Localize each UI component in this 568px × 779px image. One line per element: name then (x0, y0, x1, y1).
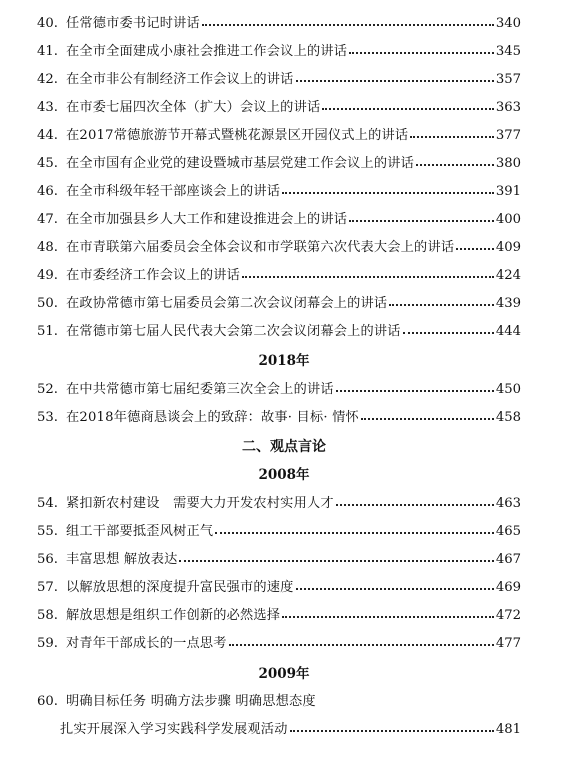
entry-page-number: 377 (495, 128, 521, 143)
toc-entry[interactable] (37, 380, 521, 400)
dot-leader (296, 70, 494, 90)
entry-page-number: 463 (495, 496, 521, 511)
toc-entry[interactable] (37, 494, 521, 514)
entry-page-number: 472 (495, 608, 521, 623)
entry-page-number: 477 (495, 636, 521, 651)
entry-title: 在全市全面建成小康社会推进工作会议上的讲话 (65, 44, 348, 59)
entry-title: 任常德市委书记时讲话 (65, 16, 200, 31)
entry-number: 44. (37, 128, 58, 143)
entry-page-number: 345 (495, 44, 521, 59)
entry-page-number: 467 (495, 552, 521, 567)
dot-leader (322, 98, 493, 118)
dot-leader (349, 42, 494, 62)
entry-title: 解放思想是组织工作创新的必然选择 (65, 608, 281, 623)
dot-leader (336, 494, 494, 514)
entry-title: 紧扣新农村建设 需要大力开发农村实用人才 (65, 496, 334, 511)
toc-entry[interactable] (37, 634, 521, 654)
entry-title: 在常德市第七届人民代表大会第二次会议闭幕会上的讲话 (65, 324, 401, 339)
entry-title: 在政协常德市第七届委员会第二次会议闭幕会上的讲话 (65, 296, 388, 311)
toc-entry[interactable] (37, 692, 521, 712)
toc-entry[interactable] (37, 98, 521, 118)
entry-page-number: 469 (495, 580, 521, 595)
dot-leader (202, 14, 494, 34)
toc-entry[interactable] (37, 550, 521, 570)
dot-leader (282, 182, 494, 202)
entry-title-line-2: 扎实开展深入学习实践科学发展观活动 (60, 722, 288, 737)
entry-title: 组工干部要抵歪风树正气 (65, 524, 214, 539)
entry-number: 50. (37, 296, 58, 311)
entry-number: 57. (37, 580, 58, 595)
entry-title: 在市青联第六届委员会全体会议和市学联第六次代表大会上的讲话 (65, 240, 455, 255)
entry-title: 在市委七届四次全体（扩大）会议上的讲话 (65, 100, 321, 115)
entry-title: 在2017常德旅游节开幕式暨桃花源景区开园仪式上的讲话 (65, 128, 409, 143)
dot-leader (290, 720, 494, 740)
entry-title-line-1: 明确目标任务 明确方法步骤 明确思想态度 (65, 694, 316, 709)
entry-number: 58. (37, 608, 58, 623)
entry-number: 56. (37, 552, 58, 567)
entry-title: 丰富思想 解放表达 (65, 552, 178, 567)
toc-entry[interactable] (37, 238, 521, 258)
dot-leader (179, 550, 493, 570)
dot-leader (282, 606, 494, 626)
entry-title: 在全市非公有制经济工作会议上的讲话 (65, 72, 294, 87)
entry-number: 49. (37, 268, 58, 283)
entry-page-number: 380 (495, 156, 521, 171)
entry-number: 41. (37, 44, 58, 59)
toc-entry[interactable] (37, 408, 521, 428)
entry-number: 52. (37, 382, 58, 397)
entry-title: 在全市国有企业党的建设暨城市基层党建工作会议上的讲话 (65, 156, 415, 171)
entry-page-number: 481 (495, 722, 521, 737)
entry-title: 在2018年德商恳谈会上的致辞：故事· 目标· 情怀 (65, 410, 359, 425)
year-heading-2008: 2008年 (258, 467, 310, 483)
section-heading: 二、观点言论 (242, 439, 326, 455)
entry-title: 以解放思想的深度提升富民强市的速度 (65, 580, 294, 595)
dot-leader (349, 210, 494, 230)
dot-leader (389, 294, 494, 314)
entry-page-number: 439 (495, 296, 521, 311)
year-heading-2018: 2018年 (258, 353, 310, 369)
entry-page-number: 357 (495, 72, 521, 87)
toc-entry[interactable] (37, 154, 521, 174)
year-heading-2009: 2009年 (258, 666, 310, 682)
entry-number: 48. (37, 240, 58, 255)
toc-entry[interactable] (37, 266, 521, 286)
dot-leader (410, 126, 494, 146)
dot-leader (456, 238, 494, 258)
toc-entry[interactable] (37, 294, 521, 314)
toc-entry[interactable] (37, 322, 521, 342)
dot-leader (242, 266, 494, 286)
entry-number: 59. (37, 636, 58, 651)
dot-leader (416, 154, 494, 174)
dot-leader (215, 522, 494, 542)
dot-leader (229, 634, 494, 654)
toc-entry[interactable] (37, 42, 521, 62)
entry-page-number: 458 (495, 410, 521, 425)
dot-leader (296, 578, 494, 598)
entry-number: 40. (37, 16, 58, 31)
entry-page-number: 450 (495, 382, 521, 397)
toc-entry[interactable] (37, 14, 521, 34)
entry-title: 在全市科级年轻干部座谈会上的讲话 (65, 184, 281, 199)
entry-number: 60. (37, 694, 58, 709)
toc-entry[interactable] (37, 606, 521, 626)
toc-entry[interactable] (37, 126, 521, 146)
entry-page-number: 465 (495, 524, 521, 539)
toc-entry[interactable] (37, 210, 521, 230)
entry-title: 在全市加强县乡人大工作和建设推进会上的讲话 (65, 212, 348, 227)
toc-entry[interactable] (37, 578, 521, 598)
entry-page-number: 400 (495, 212, 521, 227)
entry-number: 54. (37, 496, 58, 511)
entry-number: 51. (37, 324, 58, 339)
entry-title: 对青年干部成长的一点思考 (65, 636, 227, 651)
entry-number: 43. (37, 100, 58, 115)
dot-leader (403, 322, 494, 342)
entry-number: 47. (37, 212, 58, 227)
toc-entry[interactable] (37, 182, 521, 202)
entry-number: 55. (37, 524, 58, 539)
toc-entry-continuation[interactable] (60, 720, 521, 740)
entry-number: 53. (37, 410, 58, 425)
entry-title: 在中共常德市第七届纪委第三次全会上的讲话 (65, 382, 334, 397)
entry-title: 在市委经济工作会议上的讲话 (65, 268, 241, 283)
entry-page-number: 444 (495, 324, 521, 339)
entry-page-number: 363 (495, 100, 521, 115)
dot-leader (336, 380, 494, 400)
entry-number: 42. (37, 72, 58, 87)
dot-leader (361, 408, 494, 428)
entry-page-number: 340 (495, 16, 521, 31)
entry-number: 45. (37, 156, 58, 171)
entry-page-number: 424 (495, 268, 521, 283)
toc-entry[interactable] (37, 70, 521, 90)
toc-entry[interactable] (37, 522, 521, 542)
entry-page-number: 391 (495, 184, 521, 199)
entry-number: 46. (37, 184, 58, 199)
entry-page-number: 409 (495, 240, 521, 255)
